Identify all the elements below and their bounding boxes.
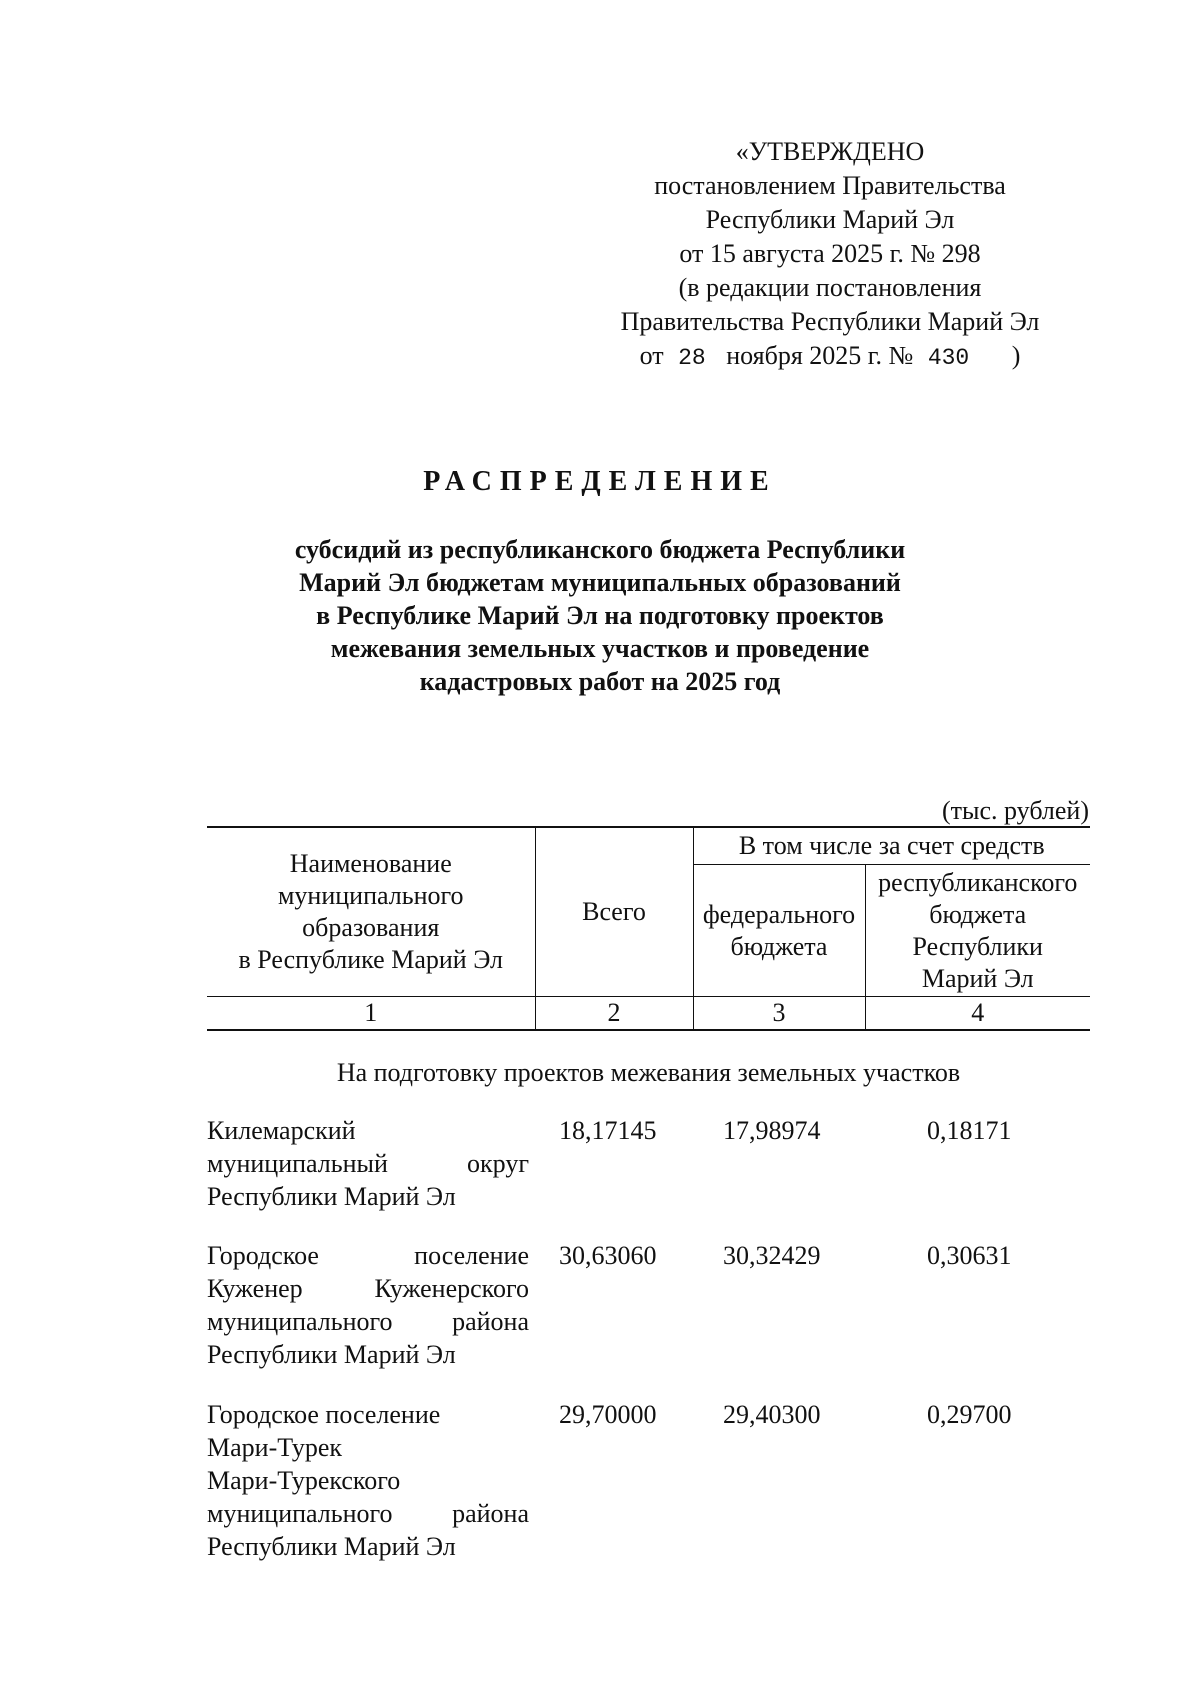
header-federal xyxy=(693,865,865,997)
subtitle-line: межевания земельных участков и проведение xyxy=(330,634,870,663)
name-line: Мари-Турекского xyxy=(207,1466,401,1495)
value-total: 29,70000 xyxy=(559,1400,657,1429)
amendment-day: 28 xyxy=(678,345,706,371)
header-text: Марий Эл xyxy=(921,963,1034,993)
approval-line: «УТВЕРЖДЕНО xyxy=(735,137,925,166)
value-federal: 30,32429 xyxy=(723,1241,821,1270)
header-text: образования xyxy=(302,913,440,942)
name-line: Городское поселение xyxy=(207,1241,529,1270)
approval-line: Правительства Республики Марий Эл xyxy=(620,307,1040,336)
amendment-number: 430 xyxy=(927,345,970,371)
header-municipality xyxy=(207,827,535,997)
approval-line: Республики Марий Эл xyxy=(705,205,955,234)
name-line: Республики Марий Эл xyxy=(207,1532,456,1561)
name-line: Мари-Турек xyxy=(207,1433,342,1462)
subtitle-line: Марий Эл бюджетам муниципальных образований xyxy=(299,568,901,597)
municipality-name xyxy=(207,1398,529,1563)
name-line: муниципального района xyxy=(207,1307,529,1336)
header-text: федерального xyxy=(702,899,856,929)
approval-line: постановлением Правительства xyxy=(654,171,1006,200)
value-federal: 29,40300 xyxy=(723,1400,821,1429)
header-group: В том числе за счет средств xyxy=(693,827,1090,865)
approval-line: (в редакции постановления xyxy=(678,273,982,302)
amendment-suffix: ) xyxy=(1011,341,1021,370)
value-total: 30,63060 xyxy=(559,1241,657,1270)
header-text: бюджета xyxy=(929,899,1027,929)
unit-label: (тыс. рублей) xyxy=(941,796,1089,825)
header-republic xyxy=(865,865,1090,997)
header-text: Наименование xyxy=(289,849,452,878)
header-text: муниципального xyxy=(277,881,464,910)
municipality-name xyxy=(207,1239,529,1371)
header-total: Всего xyxy=(535,827,693,997)
header-text: бюджета xyxy=(730,931,828,961)
value-republic: 0,29700 xyxy=(927,1400,1012,1429)
municipality-name xyxy=(207,1114,529,1213)
name-line: муниципального района xyxy=(207,1499,529,1528)
header-text: Республики xyxy=(912,931,1043,961)
header-text: в Республике Марий Эл xyxy=(238,945,503,974)
value-republic: 0,18171 xyxy=(927,1116,1012,1145)
column-number: 4 xyxy=(865,997,1090,1031)
subtitle-line: субсидий из республиканского бюджета Республики xyxy=(294,535,906,564)
amendment-prefix: от xyxy=(639,341,664,370)
column-number: 1 xyxy=(207,997,535,1031)
name-line: Республики Марий Эл xyxy=(207,1340,456,1369)
name-line: Килемарский xyxy=(207,1116,356,1145)
section-title: На подготовку проектов межевания земельных участков xyxy=(336,1058,961,1087)
value-federal: 17,98974 xyxy=(723,1116,821,1145)
approval-stamp xyxy=(580,135,1080,375)
table-header xyxy=(207,826,1090,1031)
approval-line: от 15 августа 2025 г. № 298 xyxy=(679,239,981,268)
column-number: 3 xyxy=(693,997,865,1031)
document-title: РАСПРЕДЕЛЕНИЕ xyxy=(423,466,777,497)
subtitle-line: кадастровых работ на 2025 год xyxy=(419,667,781,696)
name-line: Республики Марий Эл xyxy=(207,1182,456,1211)
amendment-middle: ноября 2025 г. № xyxy=(726,341,914,370)
value-total: 18,17145 xyxy=(559,1116,657,1145)
name-line: Городское поселение xyxy=(207,1400,441,1429)
subtitle-line: в Республике Марий Эл на подготовку проектов xyxy=(316,601,884,630)
header-text: республиканского xyxy=(878,867,1078,897)
name-line: Куженер Куженерского xyxy=(207,1274,529,1303)
document-subtitle xyxy=(200,533,1000,698)
value-republic: 0,30631 xyxy=(927,1241,1012,1270)
column-number: 2 xyxy=(535,997,693,1031)
name-line: муниципальный округ xyxy=(207,1149,529,1178)
approval-line-amendment xyxy=(580,339,1080,375)
